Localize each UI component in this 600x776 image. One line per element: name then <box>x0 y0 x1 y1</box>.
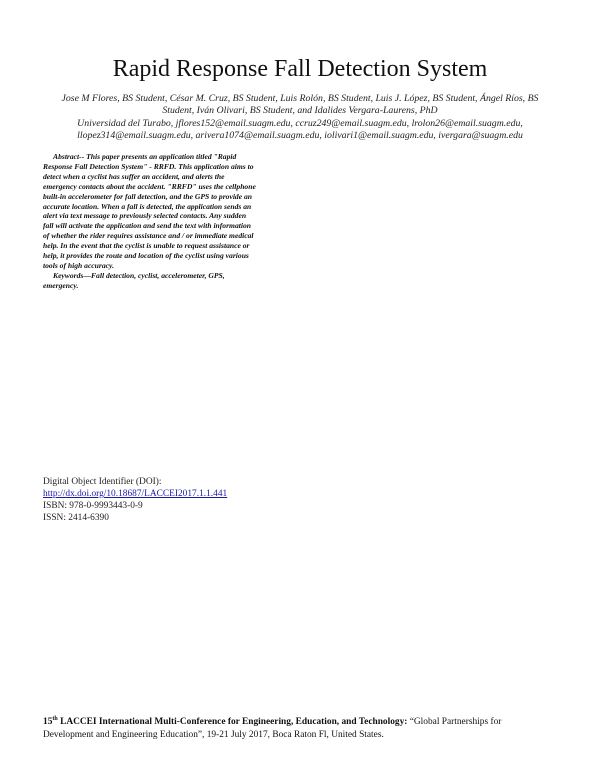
affiliation-email-line-2: llopez314@email.suagm.edu, arivera1074@email.suagm.edu, iolivari1@email.suagm.edu, ivergara@suagm.edu <box>77 130 523 142</box>
isbn-text: ISBN: 978-0-9993443-0-9 <box>43 501 143 511</box>
abstract-line: help. In the event that the cyclist is unable to request assistance or <box>43 241 250 251</box>
footer-edition-ordinal: th <box>52 715 58 722</box>
author-block <box>50 93 550 143</box>
author-line-1: Jose M Flores, BS Student, César M. Cruz, BS Student, Luis Rolón, BS Student, Luis J. López, BS Student, Ángel Ríos, BS <box>61 93 539 104</box>
abstract-line: Abstract-- This paper presents an application titled "Rapid <box>53 152 237 161</box>
issn-text: ISSN: 2414-6390 <box>43 513 109 523</box>
footer-line-1 <box>43 716 563 729</box>
doi-link[interactable]: http://dx.doi.org/10.18687/LACCEI2017.1.1.441 <box>43 489 228 499</box>
abstract-line: alert via text message to previously selected contacts. Any sudden <box>43 211 247 221</box>
footer-line-2: Development and Engineering Education”, 19-21 July 2017, Boca Raton Fl, United States. <box>43 729 384 740</box>
abstract-line: built-in accelerometer for fall detection, and the GPS to provide an <box>43 191 253 201</box>
keywords-line: emergency. <box>43 280 79 290</box>
abstract-line: Response Fall Detection System" - RRFD. This application aims to <box>43 161 254 171</box>
conference-footer <box>43 716 563 741</box>
abstract <box>43 152 288 291</box>
author-line-2: Student, Iván Olivari, BS Student, and Idalides Vergara-Laurens, PhD <box>162 105 438 117</box>
abstract-line: emergency contacts about the accident. "RRFD" uses the cellphone <box>43 181 256 191</box>
abstract-line: of whether the rider requires assistance and / or immediate medical <box>43 231 254 241</box>
abstract-line: detect when a cyclist has suffer an accident, and alerts the <box>43 171 225 181</box>
footer-edition-number: 15 <box>43 717 53 727</box>
identifier-block <box>43 476 227 524</box>
keywords-line: Keywords—Fall detection, cyclist, accelerometer, GPS, <box>53 270 225 280</box>
footer-theme-start: “Global Partnerships for <box>407 717 502 727</box>
abstract-line: fall will activate the application and send the text with information <box>43 221 251 231</box>
affiliation-email-line-1: Universidad del Turabo, jflores152@email.suagm.edu, ccruz249@email.suagm.edu, lrolon26@email.suagm.edu, <box>77 117 523 129</box>
paper-title: Rapid Response Fall Detection System <box>112 56 488 82</box>
abstract-line: tools of high accuracy. <box>43 260 115 270</box>
abstract-line: help, it provides the route and location of the cyclist using various <box>43 251 249 261</box>
doi-label: Digital Object Identifier (DOI): <box>43 477 162 487</box>
footer-conference-name: LACCEI International Multi-Conference for Engineering, Education, and Technology: <box>57 717 408 727</box>
abstract-line: accurate location. When a fall is detected, the application sends an <box>43 201 252 211</box>
